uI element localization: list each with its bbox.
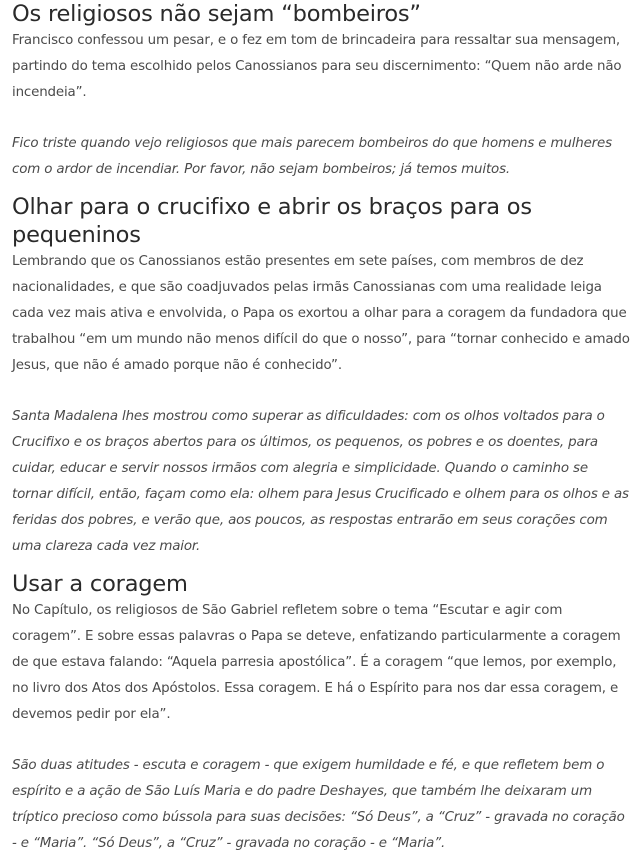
spacer bbox=[12, 379, 631, 404]
section-bombeiros bbox=[12, 0, 631, 183]
section-heading: Usar a coragem bbox=[12, 571, 188, 597]
section-crucifixo bbox=[12, 193, 631, 560]
spacer bbox=[12, 183, 631, 193]
section-coragem bbox=[12, 570, 631, 857]
section-quote: Fico triste quando vejo religiosos que mais parecem bombeiros do que homens e mulheres com o ardor de incendiar. Por favor, não sejam bombeiros; já temos muitos. bbox=[12, 136, 612, 177]
section-quote: Santa Madalena lhes mostrou como superar as dificuldades: com os olhos voltados para o Crucifixo e os braços abertos para os últimos, os pequenos, os pobres e os doentes, para cuidar, educar e servir nossos irmãos com alegria e simplicidade. Quando o caminho se tornar difícil, então, façam como ela: olhem para Jesus Crucificado e olhem para os olhos e as feridas dos pobres, e verão que, aos poucos, as respostas entrarão em seus corações com uma clareza cada vez maior. bbox=[12, 409, 629, 554]
section-quote: São duas atitudes - escuta e coragem - que exigem humildade e fé, e que refletem bem o espírito e a ação de São Luís Maria e do padre Deshayes, que também lhe deixaram um tríptico precioso como bússola para suas decisões: “Só Deus”, a “Cruz” - gravada no coração - e “Maria”. “Só Deus”, a “Cruz” - gravada no coração - e “Maria”. bbox=[12, 758, 625, 851]
spacer bbox=[12, 560, 631, 570]
section-paragraph: Francisco confessou um pesar, e o fez em tom de brincadeira para ressaltar sua mensagem, partindo do tema escolhido pelos Canossianos para seu discernimento: “Quem não arde não incendeia”. bbox=[12, 33, 622, 100]
section-paragraph: No Capítulo, os religiosos de São Gabriel refletem sobre o tema “Escutar e agir com coragem”. E sobre essas palavras o Papa se deteve, enfatizando particularmente a coragem de que estava falando: “Aquela parresia apostólica”. É a coragem “que lemos, por exemplo, no livro dos Atos dos Apóstolos. Essa coragem. E há o Espírito para nos dar essa coragem, e devemos pedir por ela”. bbox=[12, 603, 621, 722]
spacer bbox=[12, 106, 631, 131]
section-heading: Os religiosos não sejam “bombeiros” bbox=[12, 1, 421, 27]
spacer bbox=[12, 728, 631, 753]
section-paragraph: Lembrando que os Canossianos estão presentes em sete países, com membros de dez nacionalidades, e que são coadjuvados pelas irmãs Canossianas com uma realidade leiga cada vez mais ativa e envolvida, o Papa os exortou a olhar para a coragem da fundadora que trabalhou “em um mundo não menos difícil do que o nosso”, para “tornar conhecido e amado Jesus, que não é amado porque não é conhecido”. bbox=[12, 254, 630, 373]
section-heading: Olhar para o crucifixo e abrir os braços para os pequeninos bbox=[12, 194, 532, 248]
